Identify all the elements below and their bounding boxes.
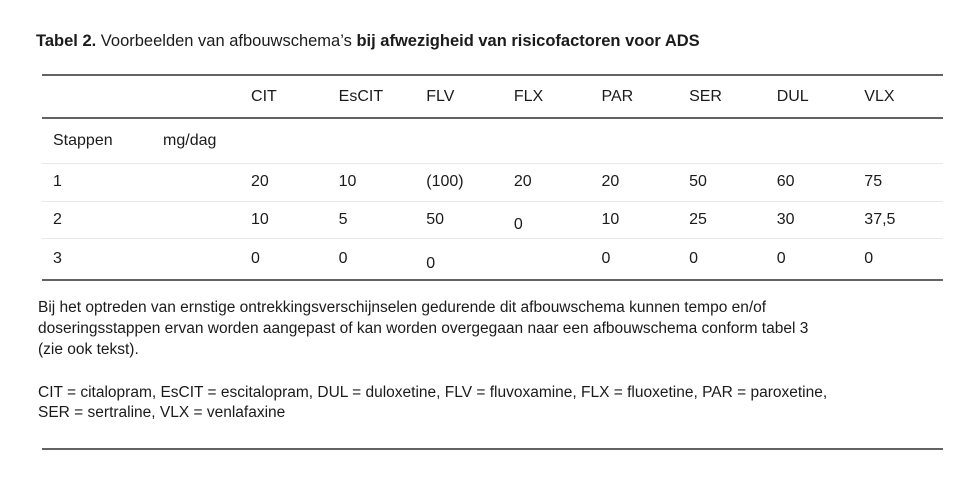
column-header-flv: FLV	[417, 75, 505, 118]
dose-cell: 20	[242, 163, 330, 201]
empty-cell	[768, 118, 856, 163]
dose-cell: 30	[768, 201, 856, 238]
empty-cell	[154, 201, 242, 238]
dose-cell: 75	[855, 163, 943, 201]
empty-cell	[154, 163, 242, 201]
notes-line: doseringsstappen ervan worden aangepast of kan worden overgegaan naar een afbouwschema conform tabel 3	[38, 320, 809, 337]
table-block	[36, 31, 943, 450]
dose-cell: 37,5	[855, 201, 943, 238]
dose-cell: 20	[505, 163, 593, 201]
notes-line: (zie ook tekst).	[38, 341, 139, 358]
empty-cell	[505, 118, 593, 163]
column-header-cit: CIT	[242, 75, 330, 118]
abbreviation-line: CIT = citalopram, EsCIT = escitalopram, DUL = duloxetine, FLV = fluvoxamine, FLX = fluoxetine, PAR = paroxetine,	[38, 384, 828, 401]
step-cell: 3	[42, 238, 154, 280]
dose-cell: (100)	[417, 163, 505, 201]
dose-cell: 0	[330, 238, 418, 280]
step-cell: 1	[42, 163, 154, 201]
dose-cell	[417, 238, 505, 280]
column-header-par: PAR	[592, 75, 680, 118]
dose-cell: 10	[330, 163, 418, 201]
abbreviations-legend	[38, 383, 943, 423]
dose-value: 0	[426, 254, 436, 272]
unit-header: mg/dag	[154, 118, 242, 163]
subheader-row	[42, 118, 943, 163]
dose-cell: 10	[592, 201, 680, 238]
step-cell: 2	[42, 201, 154, 238]
column-header-ser: SER	[680, 75, 768, 118]
table-caption-bold: bij afwezigheid van risicofactoren voor ADS	[356, 32, 700, 50]
empty-header-cell	[42, 75, 154, 118]
taper-schedule-table	[42, 74, 943, 281]
table-caption-regular: Voorbeelden van afbouwschema’s	[96, 32, 357, 50]
abbreviation-line: SER = sertraline, VLX = venlafaxine	[38, 404, 286, 421]
table-row-step-2	[42, 201, 943, 238]
empty-cell	[154, 238, 242, 280]
dose-cell: 50	[417, 201, 505, 238]
table-row-step-1	[42, 163, 943, 201]
column-header-escit: EsCIT	[330, 75, 418, 118]
empty-cell	[855, 118, 943, 163]
empty-cell	[592, 118, 680, 163]
dose-cell: 0	[855, 238, 943, 280]
empty-header-cell	[154, 75, 242, 118]
empty-cell	[417, 118, 505, 163]
dose-cell: 0	[768, 238, 856, 280]
row-label-header: Stappen	[42, 118, 154, 163]
table-caption-label: Tabel 2.	[36, 32, 97, 50]
dose-cell: 20	[592, 163, 680, 201]
dose-cell-empty	[505, 238, 593, 280]
empty-cell	[680, 118, 768, 163]
bottom-rule	[42, 448, 943, 450]
dose-cell: 5	[330, 201, 418, 238]
column-header-vlx: VLX	[855, 75, 943, 118]
empty-cell	[242, 118, 330, 163]
dose-value: 0	[513, 215, 523, 233]
drug-header-row	[42, 75, 943, 118]
column-header-flx: FLX	[505, 75, 593, 118]
notes-paragraph	[38, 297, 943, 360]
notes-line: Bij het optreden van ernstige ontrekkingsverschijnselen gedurende dit afbouwschema kunnen tempo en/of	[38, 299, 767, 316]
column-header-dul: DUL	[768, 75, 856, 118]
table-caption	[36, 31, 943, 52]
empty-cell	[330, 118, 418, 163]
dose-cell: 25	[680, 201, 768, 238]
dose-cell: 50	[680, 163, 768, 201]
dose-cell	[505, 201, 593, 238]
table-row-step-3	[42, 238, 943, 280]
dose-cell: 10	[242, 201, 330, 238]
dose-cell: 0	[242, 238, 330, 280]
dose-cell: 60	[768, 163, 856, 201]
dose-cell: 0	[592, 238, 680, 280]
dose-cell: 0	[680, 238, 768, 280]
